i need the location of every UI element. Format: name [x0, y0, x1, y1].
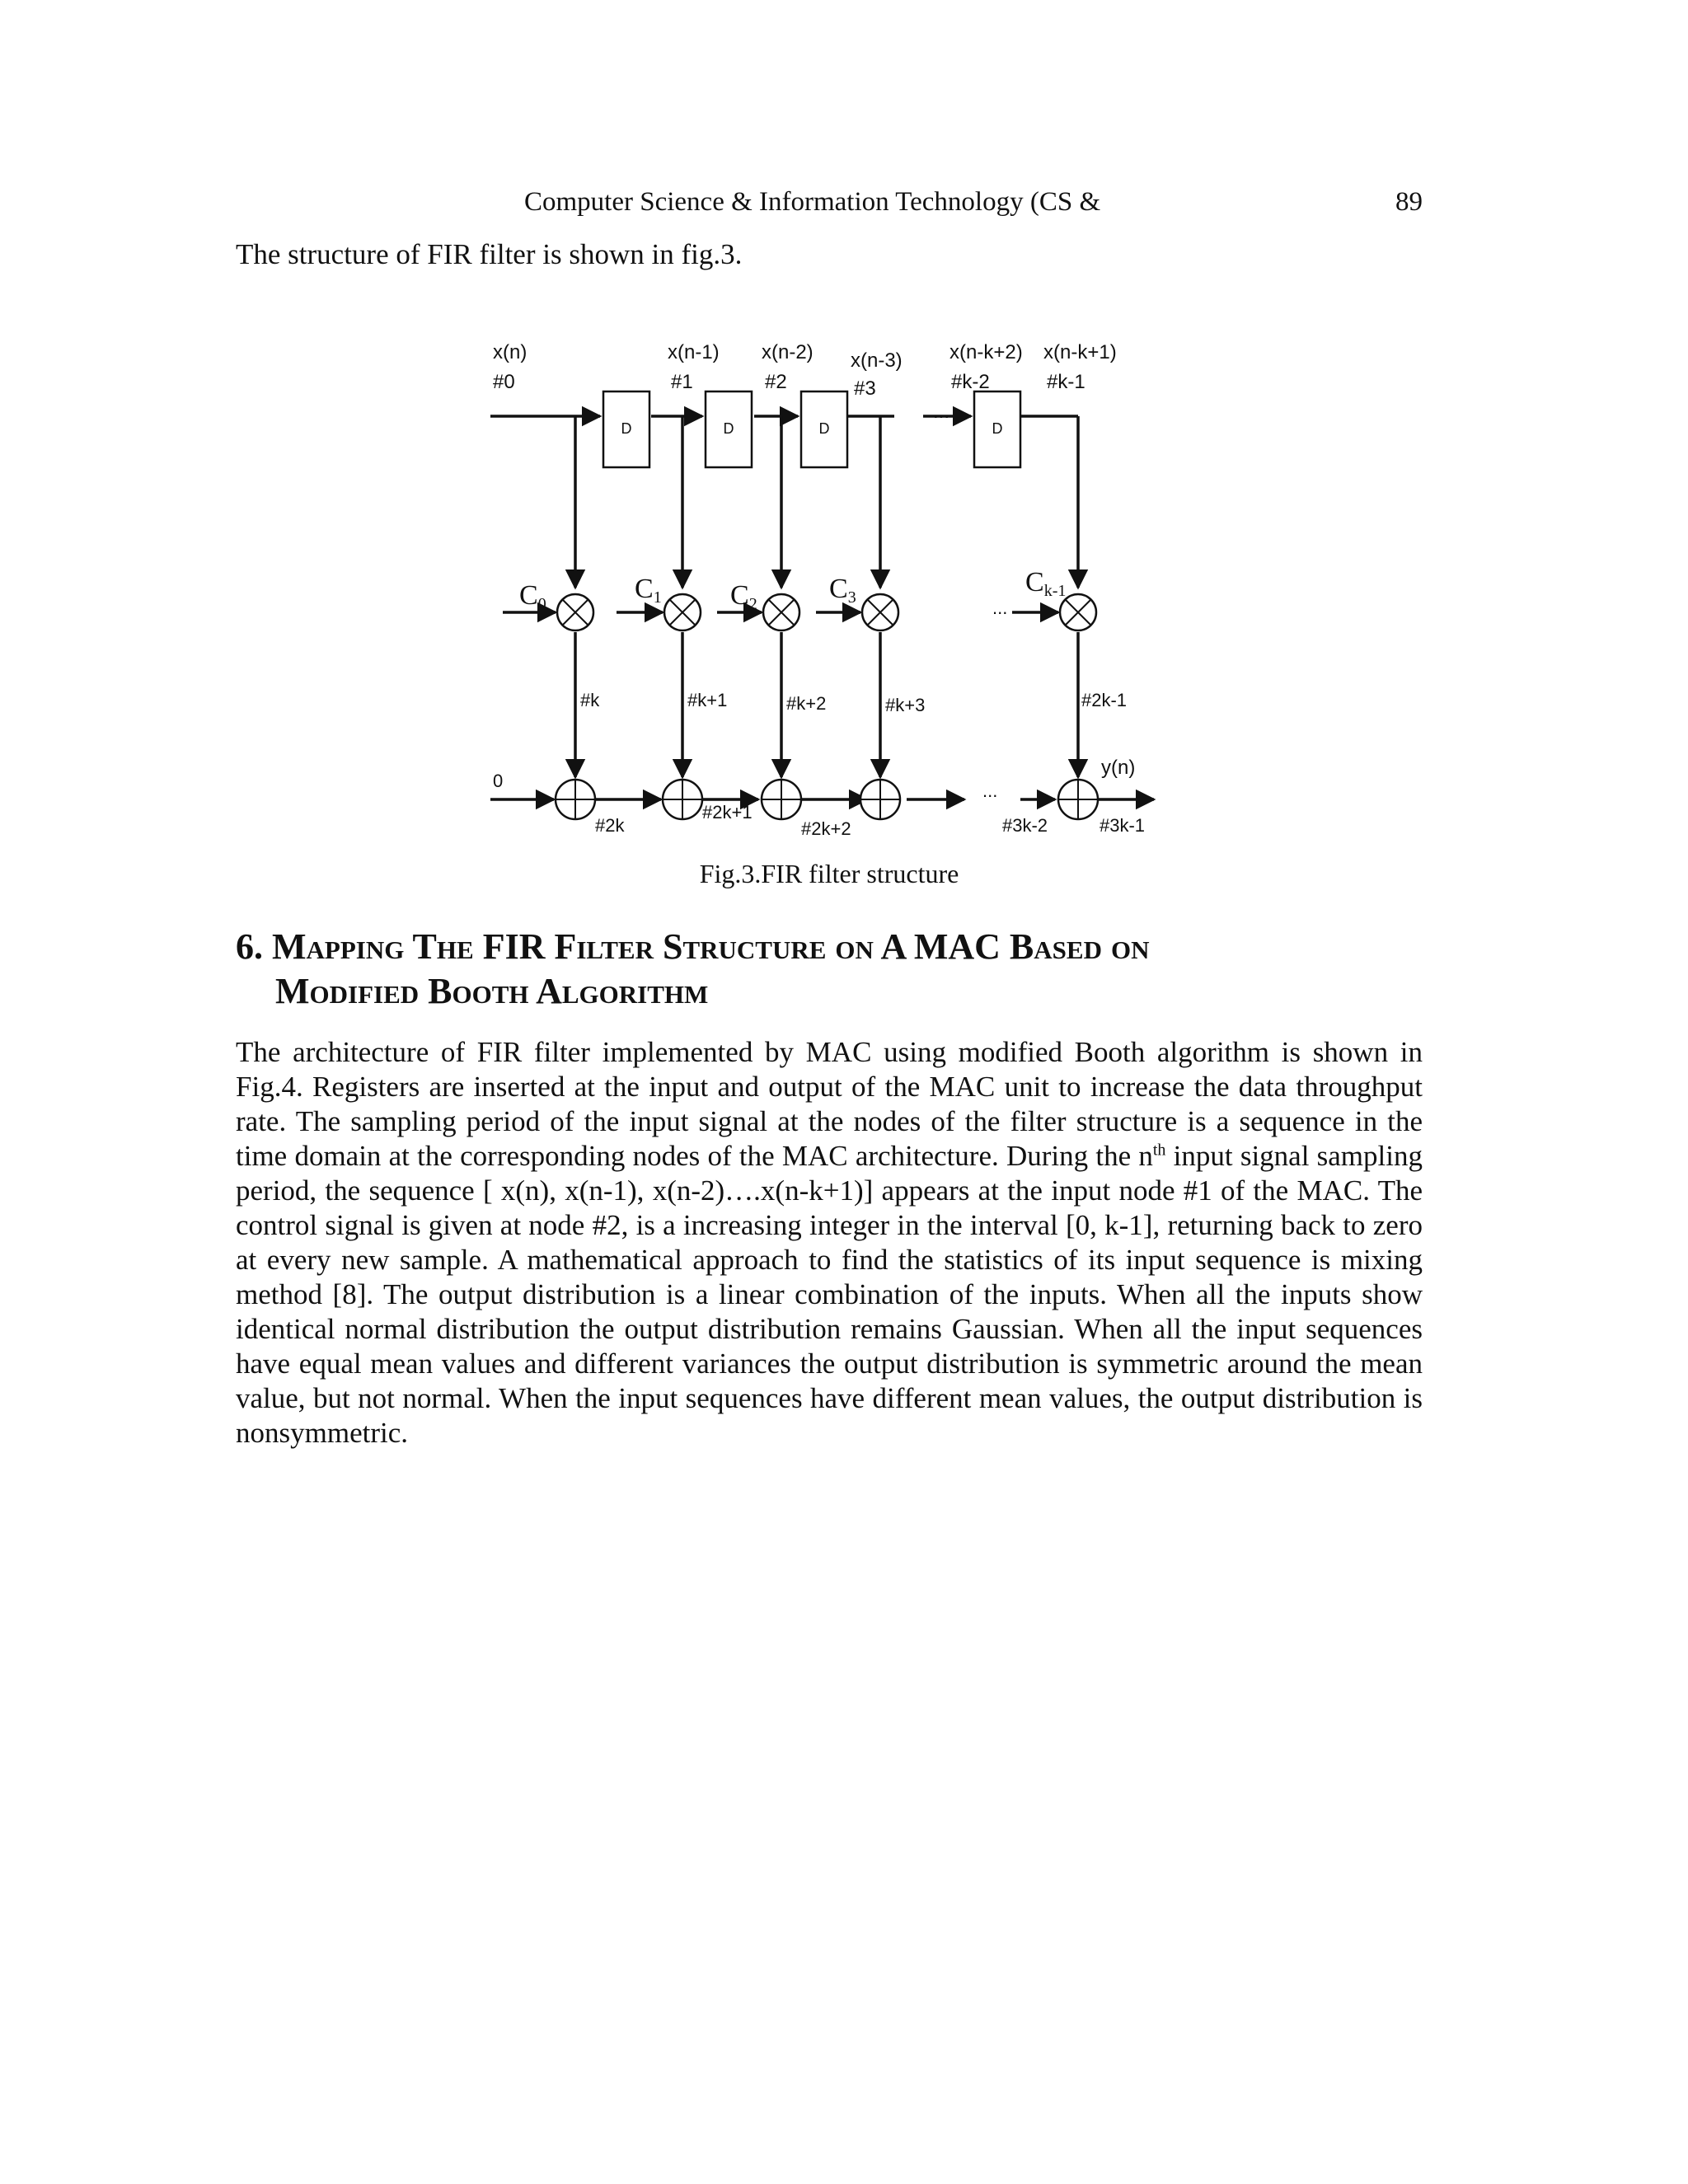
body-paragraph: [236, 1035, 1423, 1451]
adder-node-label: #2k+1: [702, 802, 753, 823]
tap-node-label: #2: [765, 371, 787, 393]
delay-label: D: [621, 420, 632, 437]
ellipsis: ...: [982, 780, 998, 801]
tap-node-label: #k-2: [951, 371, 990, 393]
mult-output-label: #2k-1: [1081, 690, 1128, 710]
mult-output-label: #k+3: [885, 695, 926, 715]
intro-sentence: The structure of FIR filter is shown in fig.3.: [236, 238, 743, 270]
paragraph-text: input signal sampling period, the sequence [ x(n), x(n-1), x(n-2)….x(n-k+1)] appears at the input node #1 of the MAC. The control signal is given at node #2, is a increasing integer in the interval [0, k-1], returning back to zero at every new sample. A mathematical approach to find the statistics of its input sequence is mixing method [8]. The output distribution is a linear combination of the inputs. When all the inputs show identical normal distribution the output distribution remains Gaussian. When all the input sequences have equal mean values and different variances the output distribution is symmetric around the mean value, but not normal. When the input sequences have different mean values, the output distribution is nonsymmetric.: [236, 1140, 1423, 1449]
tap-signal-label: x(n-1): [668, 341, 720, 363]
tap-node-label: #1: [671, 371, 693, 393]
section-heading: [236, 925, 1439, 1014]
output-label: y(n): [1101, 757, 1136, 779]
tap-signal-label: x(n): [493, 341, 528, 363]
mult-output-label: #k+2: [786, 693, 827, 714]
coefficient-label: Ck-1: [1025, 567, 1067, 600]
coefficient-label: C3: [829, 574, 856, 607]
delay-label: D: [992, 420, 1003, 437]
coefficient-label: C1: [635, 574, 662, 607]
fir-filter-diagram: [478, 326, 1170, 845]
adder-input-label: 0: [493, 771, 504, 791]
page-number: 89: [1395, 187, 1423, 217]
ellipsis: ...: [992, 598, 1008, 618]
tap-signal-label: x(n-k+1): [1043, 341, 1117, 363]
tap-node-label: #3: [854, 377, 876, 400]
delay-label: D: [818, 420, 830, 437]
figure-caption: Fig.3.FIR filter structure: [699, 859, 959, 888]
adder-node-label: #2k+2: [801, 818, 851, 839]
mult-output-label: #k+1: [687, 690, 728, 710]
adder-node-label: #3k-1: [1100, 815, 1146, 836]
tap-node-label: #k-1: [1047, 371, 1085, 393]
delay-label: D: [723, 420, 734, 437]
superscript: th: [1152, 1141, 1166, 1160]
section-title-line2: Modified Booth Algorithm: [275, 971, 709, 1011]
mult-output-label: #k: [580, 690, 600, 710]
tap-node-label: #0: [493, 371, 515, 393]
tap-signal-label: x(n-k+2): [950, 341, 1023, 363]
tap-signal-label: x(n-3): [851, 349, 903, 372]
section-number: 6.: [236, 926, 263, 967]
coefficient-label: C2: [730, 580, 757, 613]
adder-node-label: #2k: [595, 815, 625, 836]
tap-signal-label: x(n-2): [762, 341, 814, 363]
ellipsis: ...: [933, 401, 950, 423]
journal-title: Computer Science & Information Technology (CS &: [524, 187, 1101, 217]
adder-node-label: #3k-2: [1002, 815, 1048, 836]
coefficient-label: C0: [519, 580, 546, 613]
section-title-line1: Mapping The FIR Filter Structure on A MAC Based on: [272, 926, 1150, 967]
paragraph-text: The architecture of FIR filter implemented by MAC using modified Booth algorithm is shown in Fig.4. Registers are inserted at the input and output of the MAC unit to increase the data throughput rate. The sampling period of the input signal at the nodes of the filter structure is a sequence in the time domain at the corresponding nodes of the MAC architecture. During the n: [236, 1036, 1423, 1172]
